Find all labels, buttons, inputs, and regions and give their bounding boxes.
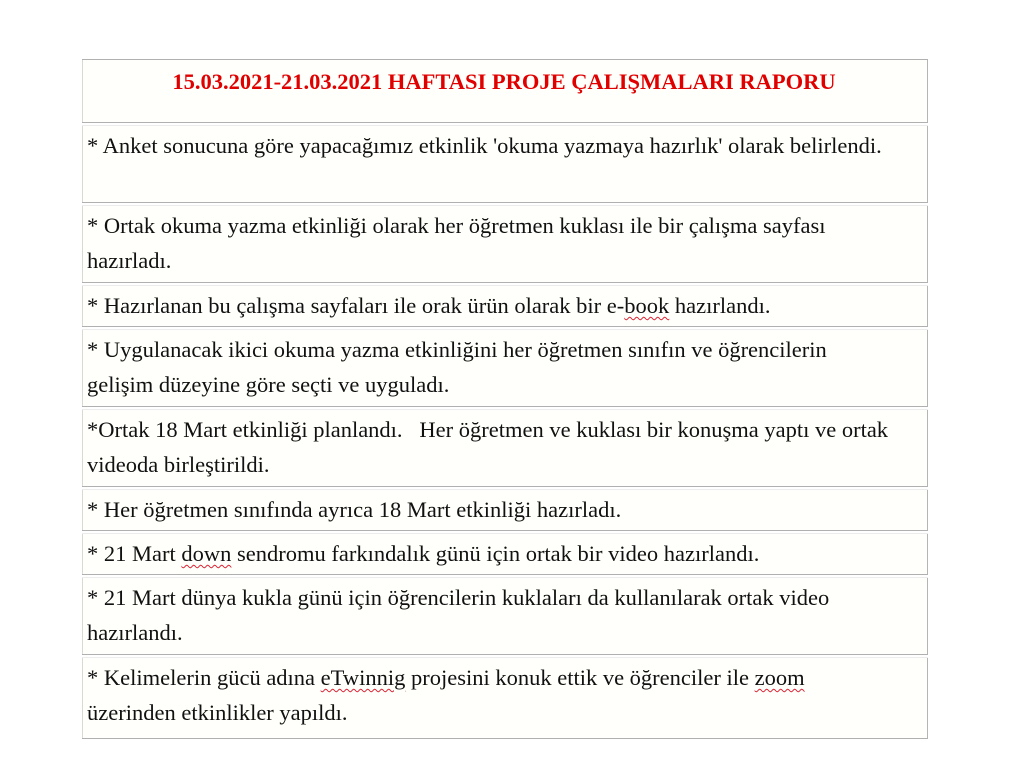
report-table (82, 59, 928, 739)
spellcheck-flagged-word: book (624, 293, 670, 318)
item-text: * Kelimelerin gücü adına (87, 665, 321, 690)
report-item: * 21 Mart dünya kukla günü için öğrencilerin kuklaları da kullanılarak ortak video hazırlandı. (82, 578, 928, 654)
report-item (82, 286, 928, 326)
item-text: projesini konuk ettik ve öğrenciler ile (405, 665, 755, 690)
divider (82, 738, 928, 739)
item-text: üzerinden etkinlikler yapıldı. (87, 700, 348, 725)
report-item: * Ortak okuma yazma etkinliği olarak her öğretmen kuklası ile bir çalışma sayfası hazırladı. (82, 206, 928, 282)
item-text: * 21 Mart (87, 541, 182, 566)
report-item: *Ortak 18 Mart etkinliği planlandı. Her öğretmen ve kuklası bir konuşma yaptı ve ortak videoda birleştirildi. (82, 410, 928, 486)
item-text: * Hazırlanan bu çalışma sayfaları ile orak ürün olarak bir e- (87, 293, 625, 318)
report-item: * Anket sonucuna göre yapacağımız etkinlik 'okuma yazmaya hazırlık' olarak belirlendi. (82, 126, 928, 202)
report-item: * Her öğretmen sınıfında ayrıca 18 Mart etkinliği hazırladı. (82, 490, 928, 530)
item-text: hazırlandı. (669, 293, 771, 318)
spellcheck-flagged-word: zoom (754, 665, 805, 690)
report-item (82, 658, 928, 738)
spellcheck-flagged-word: down (181, 541, 232, 566)
report-item: * Uygulanacak ikici okuma yazma etkinliğini her öğretmen sınıfın ve öğrencilerin gelişim düzeyine göre seçti ve uyguladı. (82, 330, 928, 406)
item-text: sendromu farkındalık günü için ortak bir video hazırlandı. (231, 541, 760, 566)
report-title: 15.03.2021-21.03.2021 HAFTASI PROJE ÇALIŞMALARI RAPORU (82, 60, 928, 122)
spellcheck-flagged-word: eTwinnig (320, 665, 406, 690)
report-item (82, 534, 928, 574)
